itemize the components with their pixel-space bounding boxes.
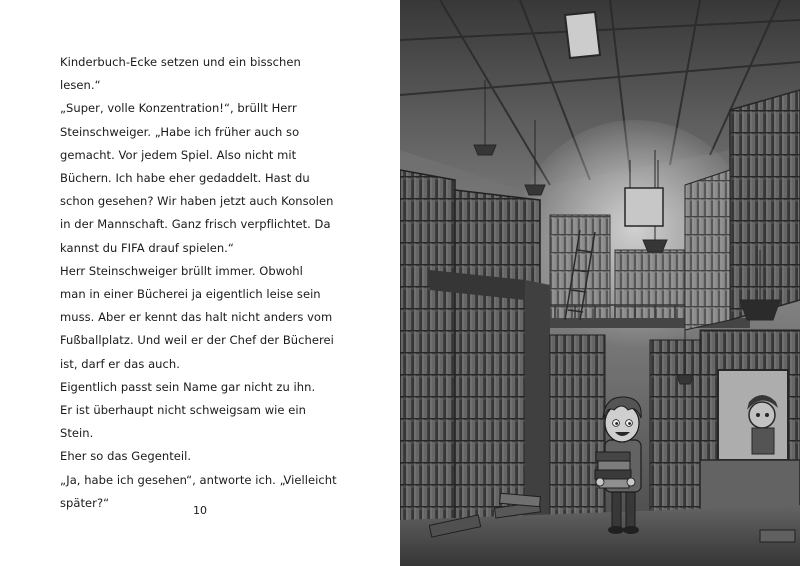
text-line: Büchern. Ich habe eher gedaddelt. Hast du xyxy=(60,171,310,186)
text-line: Eher so das Gegenteil. xyxy=(60,449,192,464)
text-line: muss. Aber er kennt das halt nicht anders vom xyxy=(60,310,333,325)
text-line: man in einer Bücherei ja eigentlich leise sein xyxy=(60,287,321,302)
library-illustration xyxy=(400,0,800,566)
text-line: Steinschweiger. „Habe ich früher auch so xyxy=(60,124,300,139)
text-line: „Super, volle Konzentration!“, brüllt Herr xyxy=(60,101,297,116)
text-line: lesen.“ xyxy=(60,78,101,93)
text-line: „Ja, habe ich gesehen“, antworte ich. „Vielleicht xyxy=(60,472,337,487)
text-line: gemacht. Vor jedem Spiel. Also nicht mit xyxy=(60,147,297,162)
text-line: Fußballplatz. Und weil er der Chef der Bücherei xyxy=(60,333,334,348)
text-line: Eigentlich passt sein Name gar nicht zu ihn. xyxy=(60,379,316,394)
text-line: in der Mannschaft. Ganz frisch verpflichtet. Da xyxy=(60,217,331,232)
text-line: später?“ xyxy=(60,495,110,510)
shading-overlay xyxy=(400,0,800,566)
page-number: 10 xyxy=(193,504,207,517)
library-scene xyxy=(400,0,800,566)
text-line: kannst du FIFA drauf spielen.“ xyxy=(60,240,234,255)
text-line: schon gesehen? Wir haben jetzt auch Konsolen xyxy=(60,194,334,209)
text-line: Er ist überhaupt nicht schweigsam wie ein xyxy=(60,403,306,418)
body-text xyxy=(60,51,380,515)
text-line: ist, darf er das auch. xyxy=(60,356,180,371)
text-line: Stein. xyxy=(60,426,94,441)
text-line: Herr Steinschweiger brüllt immer. Obwohl xyxy=(60,263,303,278)
text-line: Kinderbuch-Ecke setzen und ein bisschen xyxy=(60,55,301,69)
